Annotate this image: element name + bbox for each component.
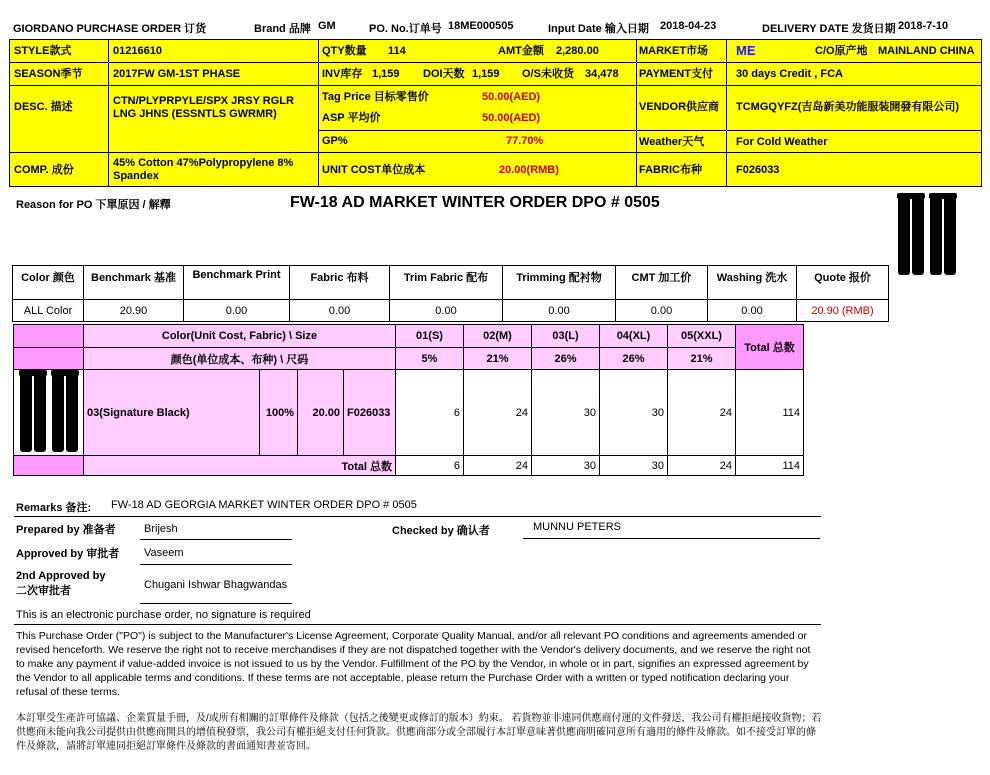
vendor-label: VENDOR供应商 [639,101,720,113]
weather-label: Weather天气 [639,136,705,148]
vendor-value: TCMGQYFZ(吉岛新美功能服装開發有限公司) [736,101,960,113]
comp-label: COMP. 成份 [14,164,74,176]
electronic-note: This is an electronic purchase order, no signature is required [16,609,311,621]
tag-price-label: Tag Price 目标零售价 [322,91,429,103]
bench-header: CMT 加工价 [616,266,708,300]
bench-header: Benchmark 基准 [84,266,184,300]
unit-cost-value: 20.00(RMB) [499,164,559,176]
po-info-grid [9,39,982,187]
divider [14,516,821,517]
payment-value: 30 days Credit , FCA [736,68,843,80]
bench-header: Trimming 配衬物 [503,266,616,300]
approved-label: Approved by 审批者 [16,548,120,560]
doi-value: 1,159 [472,68,500,80]
prepared-label: Prepared by 准备者 [16,524,116,536]
checked-value: MUNNU PETERS [533,521,622,533]
remarks-text: FW-18 AD GEORGIA MARKET WINTER ORDER DPO # 0505 [111,499,417,511]
size-ratio: 5% [396,348,464,370]
desc-label: DESC. 描述 [14,101,73,113]
footer-qty: 24 [464,456,532,476]
fabric-label: FABRIC布种 [639,164,702,176]
color-cost: 20.00 [298,370,344,456]
bench-header: Washing 洗水 [708,266,797,300]
input-date: 2018-04-23 [660,20,717,32]
bench-value: ALL Color [13,300,84,322]
qty-value: 114 [388,45,406,57]
bench-header: Benchmark Print [184,266,290,300]
comp-value: 45% Cotton 47%Polypropylene 8% Spandex [113,157,294,182]
os-value: 34,478 [585,68,619,80]
bench-value: 20.90 [84,300,184,322]
bench-header: Trim Fabric 配布 [390,266,503,300]
weather-value: For Cold Weather [736,136,828,148]
amt-value: 2,280.00 [556,45,599,57]
checked-label: Checked by 确认者 [392,525,490,537]
product-image [895,193,961,275]
amt-label: AMT金额 [498,45,544,57]
delivery-date: 2018-7-10 [898,20,949,32]
brand-value: GM [318,20,336,32]
bench-header: Color 颜色 [13,266,84,300]
delivery-date-label: DELIVERY DATE 发货日期 [762,23,896,35]
approved2-label: 2nd Approved by [16,570,106,582]
prepared-value: Brijesh [144,523,178,535]
payment-label: PAYMENT支付 [639,68,713,80]
row-total: 114 [736,370,804,456]
asp-value: 50.00(AED) [482,112,541,124]
po-label: PO. No.订单号 [369,23,442,35]
color-thumbnail [14,370,84,456]
qty-cell: 30 [600,370,668,456]
size-col-header: 02(M) [464,325,532,348]
origin-value: MAINLAND CHINA [878,45,975,57]
terms-english: This Purchase Order ("PO") is subject to the Manufacturer's License Agreement, Corporate Quality Manual, and/or all relevant PO conditions and agreements amended or revised henceforth. We reserve the right not to receive merchandises if they are not dispatched together with the Vendor's delivery documents, and we reserve the right not to make any payment if value-added invoice is not issued to us by the Vendor. Fulfillment of the PO by the Vendor, in whole or in part, signifies an expressed agreement by the Vendor to all applicable terms and conditions. If these terms are not acceptable, please return the Purchase Order with a written or typed notification declaring your refusal of these terms. [16,630,811,698]
gp-label: GP% [322,135,348,147]
bench-value: 0.00 [503,300,616,322]
bench-value: 0.00 [708,300,797,322]
bench-value: 0.00 [390,300,503,322]
inv-value: 1,159 [372,68,400,80]
asp-label: ASP 平均价 [322,112,381,124]
pants-icon [15,370,83,452]
approved2-label-cn: 二次审批者 [16,585,71,597]
po-number: 18ME000505 [448,20,514,32]
approved-value: Vaseem [144,547,184,559]
tag-price-value: 50.00(AED) [482,91,541,103]
footer-qty: 24 [668,456,736,476]
size-ratio: 26% [600,348,668,370]
size-breakdown-table [13,324,804,476]
company-title: GIORDANO PURCHASE ORDER 订货 [13,23,207,35]
size-ratio: 21% [668,348,736,370]
qty-cell: 30 [532,370,600,456]
approved2-value: Chugani Ishwar Bhagwandas [144,579,288,591]
reason-label: Reason for PO 下單原因 / 解釋 [16,199,171,211]
bench-value: 0.00 [184,300,290,322]
size-ratio: 26% [532,348,600,370]
bench-value: 0.00 [616,300,708,322]
market-label: MARKET市场 [639,45,709,57]
color-pct: 100% [260,370,298,456]
fabric-value: F026033 [736,164,780,176]
origin-label: C/O原产地 [815,45,868,57]
unit-cost-label: UNIT COST单位成本 [322,164,426,176]
terms-chinese: 本訂單受生產許可協議、企業質量手冊，及/或所有相關的訂單條件及條款（包括之後變更或修訂的版本）約束。 若貨物並非連同供應商付運的文件發送，我公司有權拒絕接收貨物；若供應商未能向我公司提供由供應商開具的增值稅發票，我公司有權拒絕支付任何貨款。供應商部分或全部履行本訂單意味著供應商明確同意所有適用的條件及條款。如不接受訂單的條件及條款，請將訂單連同拒絕訂單條件及條款的書面通知書並寄回。 [16,713,822,752]
doi-label: DOI天数 [423,68,465,80]
bench-value: 0.00 [290,300,390,322]
size-header-cn: 颜色(单位成本、布种) \ 尺码 [84,348,396,370]
inv-label: INV库存 [322,68,363,80]
bench-header: Fabric 布料 [290,266,390,300]
desc-value: CTN/PLYPRPYLE/SPX JRSY RGLR LNG JHNS (ESSNTLS GWRMR) [113,95,294,120]
divider [14,624,821,625]
size-col-header: 05(XXL) [668,325,736,348]
footer-qty: 30 [532,456,600,476]
color-name: 03(Signature Black) [84,370,260,456]
season-label: SEASON季节 [14,68,83,80]
quote-value: 20.90 (RMB) [797,300,889,322]
gp-value: 77.70% [506,135,544,147]
footer-qty: 6 [396,456,464,476]
color-fabric: F026033 [344,370,396,456]
input-date-label: Input Date 输入日期 [548,23,649,35]
style-value: 01216610 [113,45,162,57]
market-value: ME [736,43,756,58]
benchmark-table [12,265,889,322]
qty-cell: 24 [668,370,736,456]
size-col-header: 03(L) [532,325,600,348]
remarks-label: Remarks 备注: [16,502,92,514]
brand-label: Brand 品牌 [254,23,311,35]
grand-total: 114 [736,456,804,476]
size-col-header: 01(S) [396,325,464,348]
footer-qty: 30 [600,456,668,476]
qty-label: QTY数量 [322,45,367,57]
qty-cell: 6 [396,370,464,456]
total-header: Total 总数 [736,325,804,370]
season-value: 2017FW GM-1ST PHASE [113,68,241,80]
size-header-en: Color(Unit Cost, Fabric) \ Size [84,325,396,348]
size-ratio: 21% [464,348,532,370]
footer-total-label: Total 总数 [84,456,396,476]
qty-cell: 24 [464,370,532,456]
os-label: O/S未收货 [522,68,574,80]
size-col-header: 04(XL) [600,325,668,348]
style-label: STYLE款式 [14,45,72,57]
bench-header: Quote 报价 [797,266,889,300]
order-title: FW-18 AD MARKET WINTER ORDER DPO # 0505 [290,194,660,211]
